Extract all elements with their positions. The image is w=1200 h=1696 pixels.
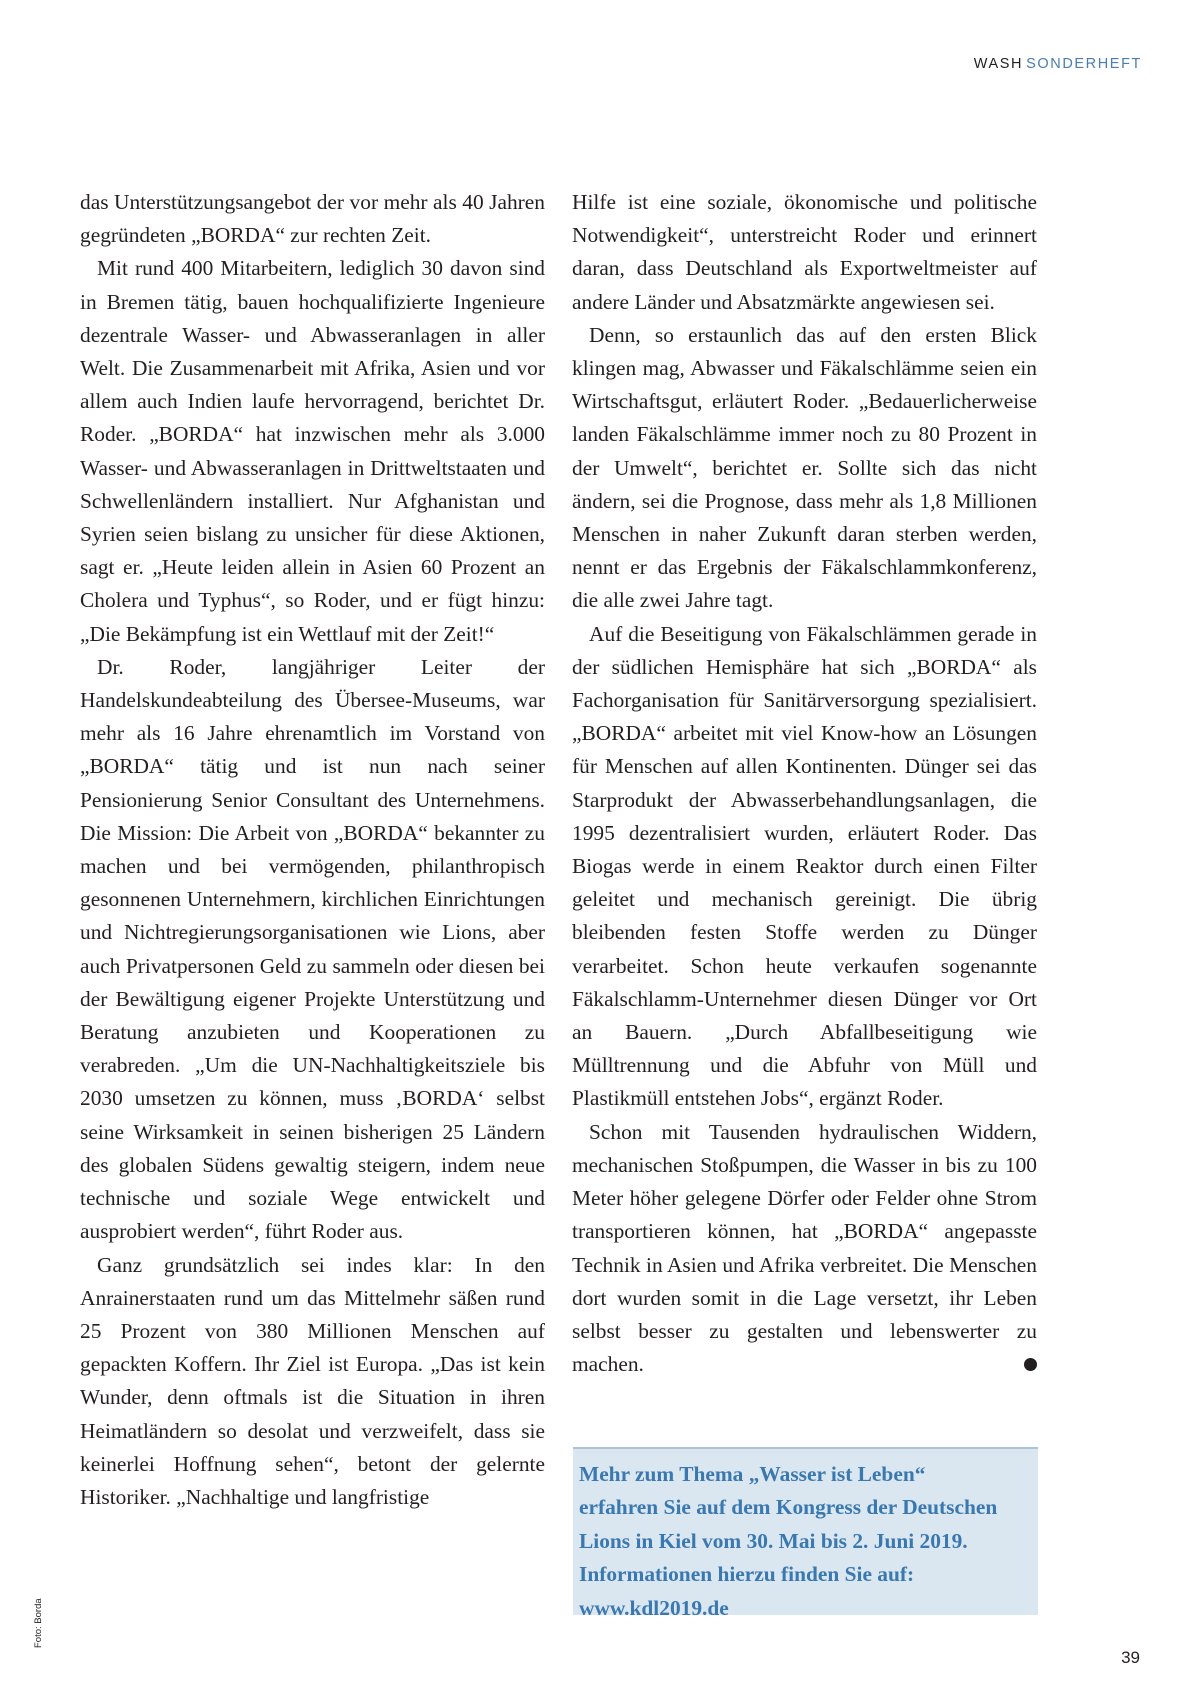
left-column [80,186,545,1514]
header-wash: WASH [973,56,1024,72]
right-paragraph-1: Hilfe ist eine soziale, ökonomische und politische Notwendigkeit“, unterstreicht Roder und erinnert daran, dass Deutschland als Exportweltmeister auf andere Länder und Absatzmärkte angewiesen sei. [572,190,1037,314]
right-paragraph-4 [572,1116,1048,1382]
info-line-4: Informationen hierzu finden Sie auf: [579,1562,915,1587]
photo-credit: Foto: Borda [33,1598,44,1648]
section-header [974,56,1142,72]
info-line-3: Lions in Kiel vom 30. Mai bis 2. Juni 2019. [579,1528,968,1553]
info-box [573,1447,1038,1620]
page-number: 39 [1121,1648,1140,1667]
right-column [572,186,1048,1381]
info-website-link[interactable]: www.kdl2019.de [579,1595,729,1620]
left-paragraph-3: Dr. Roder, langjähriger Leiter der Handelskundeabteilung des Übersee-Museums, war mehr als 16 Jahre ehrenamtlich im Vorstand von „BORDA“ tätig und ist nun nach seiner Pensionierung Senior Consultant des Unternehmens. Die Mission: Die Arbeit von „BORDA“ bekannter zu machen und bei vermögenden, philanthropisch gesonnenen Unternehmern, kirchlichen Einrichtungen und Nichtregierungsorganisationen wie Lions, aber auch Privatpersonen Geld zu sammeln oder diesen bei der Bewältigung eigener Projekte Unterstützung und Beratung anzubieten und Kooperationen zu verabreden. „Um die UN-Nachhaltigkeitsziele bis 2030 umsetzen zu können, muss ‚BORDA‘ selbst seine Wirksamkeit in seinen bisherigen 25 Ländern des globalen Südens gewaltig steigern, indem neue technische und soziale Wege entwickelt und ausprobiert werden“, führt Roder aus. [80,654,545,1244]
left-paragraph-1: das Unterstützungsangebot der vor mehr als 40 Jahren gegründeten „BORDA“ zur rechten Zeit. [80,190,545,248]
left-paragraph-4: Ganz grundsätzlich sei indes klar: In den Anrainerstaaten rund um das Mittelmehr säßen rund 25 Prozent von 380 Millionen Menschen auf gepackten Koffern. Ihr Ziel ist Europa. „Das ist kein Wunder, denn oftmals ist die Situation in ihren Heimatländern so desolat und verzweifelt, dass sie keinerlei Hoffnung sehen“, betont der gelernte Historiker. „Nachhaltige und langfristige [80,1252,545,1509]
right-paragraph-3: Auf die Beseitigung von Fäkalschlämmen gerade in der südlichen Hemisphäre hat sich „BORDA“ als Fachorganisation für Sanitärversorgung spezialisiert. „BORDA“ arbeitet mit viel Know-how an Lösungen für Menschen auf allen Kontinenten. Dünger sei das Starprodukt der Abwasserbehandlungsanlagen, die 1995 dezentralisiert wurden, erläutert Roder. Das Biogas werde in einem Reaktor durch einen Filter geleitet und mechanisch gereinigt. Die übrig bleibenden festen Stoffe werden zu Dünger verarbeitet. Schon heute verkaufen sogenannte Fäkalschlamm-Unternehmer diesen Dünger vor Ort an Bauern. „Durch Abfallbeseitigung wie Mülltrennung und die Abfuhr von Müll und Plastikmüll entstehen Jobs“, ergänzt Roder. [572,621,1037,1111]
right-paragraph-2: Denn, so erstaunlich das auf den ersten Blick klingen mag, Abwasser und Fäkalschlämme seien ein Wirtschaftsgut, erläutert Roder. „Bedauerlicherweise landen Fäkalschlämme immer noch zu 80 Prozent in der Umwelt“, berichtet er. Sollte sich das nicht ändern, sei die Prognose, dass mehr als 1,8 Millionen Menschen in naher Zukunft daran sterben werden, nennt er das Ergebnis der Fäkalschlammkonferenz, die alle zwei Jahre tagt. [572,322,1037,613]
right-paragraph-4-text: Schon mit Tausenden hydraulischen Widdern, mechanischen Stoßpumpen, die Wasser in bis zu 100 Meter höher gelegene Dörfer oder Felder ohne Strom transportieren können, hat „BORDA“ angepasste Technik in Asien und Afrika verbreitet. Die Menschen dort wurden somit in die Lage versetzt, ihr Leben selbst besser zu gestalten und lebenswerter zu machen. [572,1119,1037,1377]
lions-end-mark-icon: L [1024,1358,1037,1371]
info-line-2: erfahren Sie auf dem Kongress der Deutschen [579,1495,998,1520]
header-sonderheft: SONDERHEFT [1026,56,1142,72]
info-line-1: Mehr zum Thema „Wasser ist Leben“ [579,1462,926,1486]
left-paragraph-2: Mit rund 400 Mitarbeitern, lediglich 30 davon sind in Bremen tätig, bauen hochqualifizierte Ingenieure dezentrale Wasser- und Abwasseranlagen in aller Welt. Die Zusammenarbeit mit Afrika, Asien und vor allem auch Indien laufe hervorragend, berichtet Dr. Roder. „BORDA“ hat inzwischen mehr als 3.000 Wasser- und Abwasseranlagen in Drittweltstaaten und Schwellenländern installiert. Nur Afghanistan und Syrien seien bislang zu unsicher für diese Aktionen, sagt er. „Heute leiden allein in Asien 60 Prozent an Cholera und Typhus“, so Roder, und er fügt hinzu: „Die Bekämpfung ist ein Wettlauf mit der Zeit!“ [80,256,545,646]
